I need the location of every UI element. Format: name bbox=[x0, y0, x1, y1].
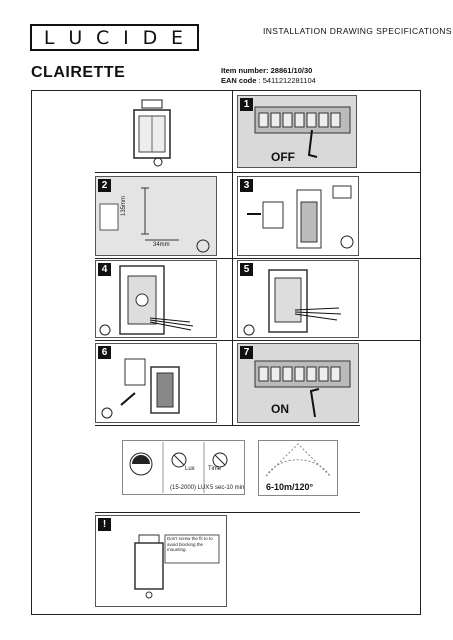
grid-line bbox=[95, 258, 421, 259]
step-number: 5 bbox=[240, 263, 253, 276]
wiring-open-illustration bbox=[95, 260, 217, 338]
settings-illustration bbox=[122, 440, 245, 495]
drilling-dimensions-illustration bbox=[95, 176, 217, 256]
spec-title: INSTALLATION DRAWING SPECIFICATIONS bbox=[263, 26, 452, 36]
item-number: 28861/10/30 bbox=[270, 66, 313, 75]
step-number: 3 bbox=[240, 179, 253, 192]
item-info bbox=[221, 66, 316, 86]
logo-letter: L bbox=[43, 26, 57, 49]
warning-note: Don't screw the fit to to avoid blocking the mounting. bbox=[167, 536, 213, 552]
lucide-logo bbox=[30, 24, 199, 51]
lux-label: Lux bbox=[185, 466, 195, 472]
on-label: ON bbox=[271, 402, 289, 416]
step-number: 6 bbox=[98, 346, 111, 359]
fuse-box-off-illustration bbox=[237, 95, 357, 168]
grid-line bbox=[95, 425, 360, 426]
product-name: CLAIRETTE bbox=[31, 64, 126, 81]
ean-value: : 5411212281104 bbox=[258, 76, 316, 85]
warning-icon: ! bbox=[98, 518, 111, 531]
time-range: 5 sec-10 min bbox=[210, 485, 245, 491]
ean-label: EAN code bbox=[221, 76, 257, 85]
logo-letter: E bbox=[171, 26, 186, 49]
lux-range: (15-2000) LUX bbox=[170, 485, 210, 491]
step-number: 4 bbox=[98, 263, 111, 276]
range-label: 6-10m/120° bbox=[266, 482, 314, 492]
step-number: 2 bbox=[98, 179, 111, 192]
grid-line bbox=[95, 512, 360, 513]
grid-line bbox=[95, 340, 421, 341]
grid-line bbox=[232, 90, 233, 425]
logo-letter: D bbox=[142, 26, 160, 49]
product-lamp-illustration bbox=[130, 100, 180, 170]
vertical-dimension: 135mm bbox=[121, 195, 127, 216]
logo-letter: I bbox=[123, 26, 131, 49]
wiring-connect-illustration bbox=[237, 260, 359, 338]
off-label: OFF bbox=[271, 150, 295, 164]
item-number-label: Item number: bbox=[221, 66, 269, 75]
step-number: 1 bbox=[240, 98, 253, 111]
logo-letter: C bbox=[96, 26, 112, 49]
grid-line bbox=[95, 172, 421, 173]
detection-range-illustration bbox=[258, 440, 338, 496]
warning-illustration bbox=[95, 515, 227, 607]
horizontal-dimension: 34mm bbox=[153, 242, 170, 248]
mounting-plate-illustration bbox=[237, 176, 359, 256]
step-number: 7 bbox=[240, 346, 253, 359]
fuse-box-on-illustration bbox=[237, 343, 359, 423]
fixture-attach-illustration bbox=[95, 343, 217, 423]
time-label: Time bbox=[208, 466, 222, 472]
logo-letter: U bbox=[68, 26, 85, 49]
